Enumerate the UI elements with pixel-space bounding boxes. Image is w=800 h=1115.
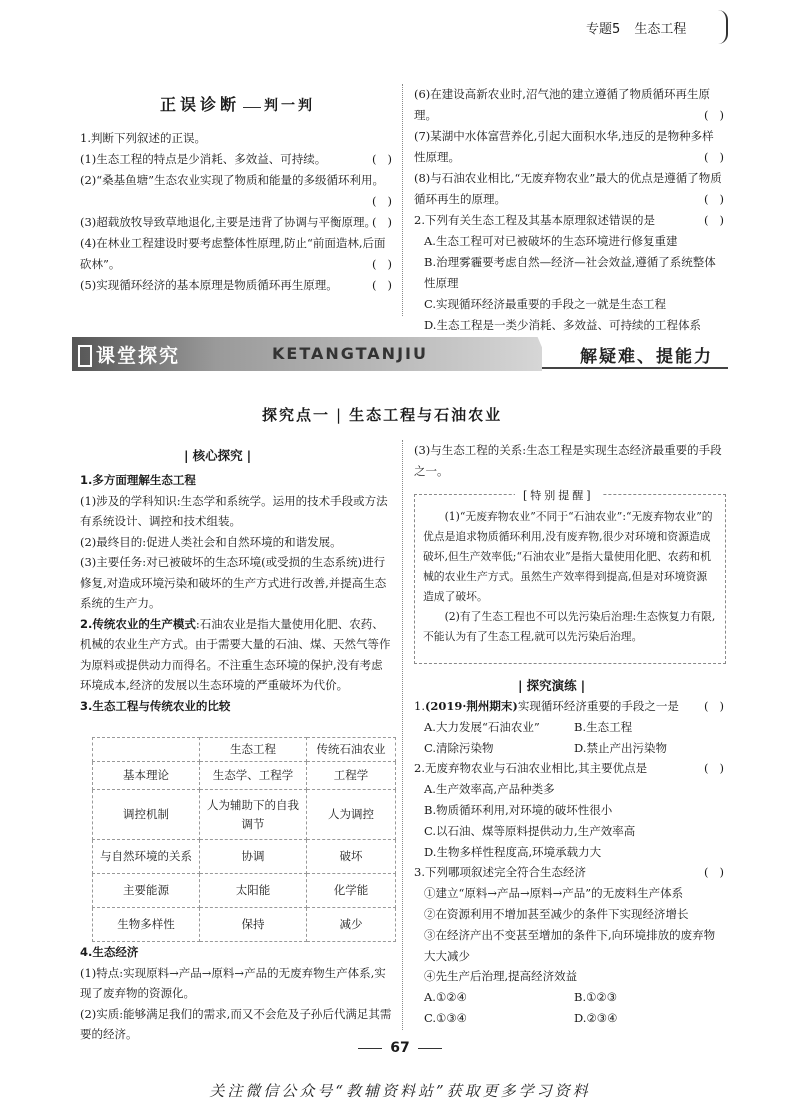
drill-q2: 2.无废弃物农业与石油农业相比,其主要优点是 ( ) <box>414 758 724 779</box>
drill-q3: 3.下列哪项叙述完全符合生态经济 ( ) <box>414 862 724 883</box>
banner-left: 课堂探究 <box>96 345 181 367</box>
option: D.生态工程是一类少消耗、多效益、可持续的工程体系 <box>424 318 701 332</box>
footer-note: 关注微信公众号“教辅资料站”获取更多学习资料 <box>209 1082 591 1100</box>
option: A.①②④ <box>424 990 467 1005</box>
tip-title: [特别提醒] <box>515 487 602 503</box>
tip-p1: (1)“无废弃物农业”不同于“石油农业”:“无废弃物农业”的优点是追求物质循环利用,没有废弃物,很少对环境和资源造成破坏,但生产效率低;“石油农业”是指大量使用化肥、农药和机械的农业生产方式。虽然生产效率得到提高,但是对环境资源造成了破坏。 <box>423 510 713 603</box>
judge-item: (1)生态工程的特点是少消耗、多效益、可持续。 ( ) <box>80 149 392 170</box>
core-p: (2)实质:能够满足我们的需求,而又不会危及子孙后代满足其需要的经济。 <box>80 1006 392 1041</box>
comparison-table: 生态工程 传统石油农业 基本理论 生态学、工程学 工程学 调控机制 人为辅助下的自我调节 人为调控 与自然环境的关系 协调 破坏 主要能源 太阳能 化学能 生物多样性 保持 减少 <box>92 737 396 942</box>
option: C.清除污染物 <box>424 740 494 755</box>
option: A.生态工程可对已被破坏的生态环境进行修复重建 <box>424 234 678 248</box>
core-h4: 4.生态经济 <box>80 945 139 959</box>
header-title: 生态工程 <box>634 22 687 37</box>
statement: ①建立“原料→产品→原料→产品”的无废料生产体系 <box>424 886 684 901</box>
drill-content <box>414 696 724 1029</box>
option: C.①③④ <box>424 1010 467 1025</box>
answer-paren[interactable]: ( ) <box>704 699 724 713</box>
answer-paren[interactable]: ( ) <box>372 194 392 208</box>
diagnosis-left-col <box>80 128 392 296</box>
option: D.生物多样性程度高,环境承载力大 <box>424 844 602 859</box>
option: C.实现循环经济最重要的手段之一就是生态工程 <box>424 297 667 311</box>
option: B.物质循环利用,对环境的破坏性很小 <box>424 802 613 817</box>
core-p: (3)主要任务:对已被破坏的生态环境(或受损的生态系统)进行修复,对造成环境污染和破坏的生产方式进行改善,并提高生态系统的生产力。 <box>80 555 387 610</box>
judge-item: (3)超载放牧导致草地退化,主要是违背了协调与平衡原理。 ( ) <box>80 212 392 233</box>
option: D.禁止产出污染物 <box>574 740 667 755</box>
answer-paren[interactable]: ( ) <box>704 865 724 880</box>
header-bracket <box>716 10 728 44</box>
core-p: (2)最终目的:促进人类社会和自然环境的和谐发展。 <box>80 534 342 549</box>
core-p2: 2.传统农业的生产模式:石油农业是指大量使用化肥、农药、机械的农业生产方式。由于需要大量的石油、煤、天然气等作为原料或提供动力而得名。不注重生态环境的保护,没有考虑环境成本,经济的发展以生态环境的严重破坏为代价。 <box>80 616 391 692</box>
drill-q1: 1.(2019·荆州期末)实现循环经济重要的手段之一是 ( ) <box>414 696 724 717</box>
header-topic: 专题5 <box>586 22 621 37</box>
answer-paren[interactable]: ( ) <box>704 192 724 206</box>
column-divider <box>402 84 403 316</box>
core-p: (1)特点:实现原料→产品→原料→产品的无废弃物生产体系,实现了废弃物的资源化。 <box>80 965 386 1000</box>
page-header <box>586 18 686 37</box>
answer-paren[interactable]: ( ) <box>704 213 724 227</box>
option: A.生产效率高,产品种类多 <box>424 782 555 797</box>
q2-stem: 2.下列有关生态工程及其基本原理叙述错误的是 ( ) <box>414 210 724 231</box>
answer-paren[interactable]: ( ) <box>372 278 392 292</box>
option: B.治理雾霾要考虑自然—经济—社会效益,遵循了系统整体性原理 <box>424 255 716 290</box>
answer-paren[interactable]: ( ) <box>704 150 724 164</box>
banner-middle: KETANGTANJIU <box>272 344 428 363</box>
option: B.①②③ <box>574 990 618 1005</box>
tip-p2: (2)有了生态工程也不可以先污染后治理:生态恢复力有限,不能认为有了生态工程,就可以先污染后治理。 <box>423 610 716 643</box>
answer-paren[interactable]: ( ) <box>372 152 392 166</box>
statement: ③在经济产出不变甚至增加的条件下,向环境排放的废弃物大大减少 <box>424 927 716 963</box>
judge-item: (4)在林业工程建设时要考虑整体性原理,防止“前面造林,后面砍林”。 ( ) <box>80 233 392 275</box>
option: B.生态工程 <box>574 719 633 734</box>
judge-item: (7)某湖中水体富营养化,引起大面积水华,违反的是物种多样性原理。 ( ) <box>414 126 724 168</box>
judge-item: (5)实现循环经济的基本原理是物质循环再生原理。 ( ) <box>80 275 392 296</box>
core-p: (1)涉及的学科知识:生态学和系统学。运用的技术手段或方法有系统设计、调控和技术组装。 <box>80 493 388 528</box>
page-number: 67 <box>0 1040 800 1056</box>
option: A.大力发展“石油农业” <box>424 719 540 734</box>
core-h1: 1.多方面理解生态工程 <box>80 473 196 487</box>
option: C.以石油、煤等原料提供动力,生产效率高 <box>424 823 636 838</box>
option: D.②③④ <box>574 1010 618 1025</box>
judge-item: (2)“桑基鱼塘”生态农业实现了物质和能量的多级循环利用。 ( ) <box>80 170 392 212</box>
answer-paren[interactable]: ( ) <box>372 215 392 229</box>
judge-item: (8)与石油农业相比,“无废弃物农业”最大的优点是遵循了物质循环再生的原理。 ( ) <box>414 168 724 210</box>
column-divider <box>402 440 403 1030</box>
tip-box <box>414 489 726 664</box>
section-banner <box>72 337 728 371</box>
drill-title: | 探究演练 | <box>518 678 586 693</box>
section-title: 探究点一 | 生态工程与石油农业 <box>262 406 503 424</box>
answer-paren[interactable]: ( ) <box>704 761 724 776</box>
core-content <box>80 470 392 716</box>
q1-intro: 1.判断下列叙述的正误。 <box>80 131 206 145</box>
answer-paren[interactable]: ( ) <box>704 108 724 122</box>
answer-paren[interactable]: ( ) <box>372 257 392 271</box>
core-content-2 <box>80 942 392 1045</box>
core-title: | 核心探究 | <box>184 448 252 463</box>
judge-item: (6)在建设高新农业时,沼气池的建立遵循了物质循环再生原理。 ( ) <box>414 84 724 126</box>
statement: ②在资源利用不增加甚至减少的条件下实现经济增长 <box>424 906 689 921</box>
core-h3: 3.生态工程与传统农业的比较 <box>80 698 231 713</box>
diagnosis-title: 正误诊断 判一判 <box>160 95 316 114</box>
statement: ④先生产后治理,提高经济效益 <box>424 969 578 984</box>
core-p3: (3)与生态工程的关系:生态工程是实现生态经济最重要的手段之一。 <box>414 443 722 478</box>
diagnosis-right-col <box>414 84 724 336</box>
banner-right: 解疑难、提能力 <box>580 347 713 367</box>
